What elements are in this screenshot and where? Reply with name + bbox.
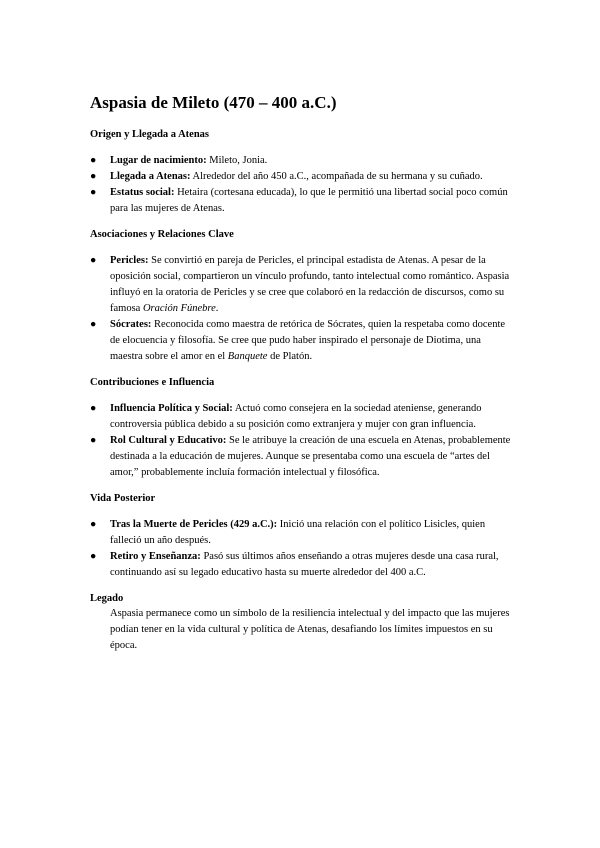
list-item bbox=[90, 549, 516, 581]
list-item bbox=[90, 517, 516, 549]
bullet-list bbox=[90, 401, 516, 481]
bullet-icon: ● bbox=[90, 155, 97, 166]
bullet-icon: ● bbox=[90, 403, 97, 414]
section-heading: Asociaciones y Relaciones Clave bbox=[90, 229, 234, 240]
legacy-paragraph: Aspasia permanece como un símbolo de la resiliencia intelectual y del impacto que las mujeres podían tener en la vida cultural y política de Atenas, desafiando los límites impuestos en su época. bbox=[110, 608, 510, 651]
section-heading: Vida Posterior bbox=[90, 493, 156, 504]
bullet-icon: ● bbox=[90, 255, 97, 266]
section-associations bbox=[90, 228, 516, 365]
item-label: Influencia Política y Social: bbox=[110, 403, 233, 414]
list-item bbox=[90, 433, 516, 481]
document-title: Aspasia de Mileto (470 – 400 a.C.) bbox=[90, 93, 337, 112]
list-item bbox=[90, 169, 516, 185]
list-item bbox=[90, 401, 516, 433]
item-text: Se convirtió en pareja de Pericles, el principal estadista de Atenas. A pesar de la oposición social, compartieron un vínculo profundo, tanto intelectual como romántico. Aspasia influyó en la oratoria de Pericles y se cree que colaboró en la redacción de discursos, como su famosa bbox=[110, 255, 510, 314]
item-text: Alrededor del año 450 a.C., acompañada de su hermana y su cuñado. bbox=[190, 171, 483, 182]
item-label: Llegada a Atenas: bbox=[110, 171, 191, 182]
item-text: Hetaira (cortesana educada), lo que le permitió una libertad social poco común para las mujeres de Atenas. bbox=[110, 187, 508, 214]
item-text: Actuó como consejera en la sociedad ateniense, generando controversia pública debido a su posición como extranjera y mujer con gran influencia. bbox=[110, 403, 482, 430]
section-contributions bbox=[90, 376, 516, 481]
item-text: Inició una relación con el político Lisicles, quien falleció un año después. bbox=[110, 519, 486, 546]
item-label: Pericles: bbox=[110, 255, 149, 266]
section-heading: Contribuciones e Influencia bbox=[90, 377, 215, 388]
bullet-icon: ● bbox=[90, 319, 97, 330]
italic-title: Oración Fúnebre bbox=[142, 303, 216, 314]
item-label: Estatus social: bbox=[110, 187, 175, 198]
section-heading: Origen y Llegada a Atenas bbox=[90, 129, 210, 140]
bullet-icon: ● bbox=[90, 551, 97, 562]
item-text-end: . bbox=[215, 303, 219, 314]
item-label: Lugar de nacimiento: bbox=[110, 155, 207, 166]
bullet-icon: ● bbox=[90, 435, 97, 446]
list-item bbox=[90, 253, 516, 317]
item-label: Retiro y Enseñanza: bbox=[110, 551, 201, 562]
bullet-icon: ● bbox=[90, 187, 97, 198]
section-origin bbox=[90, 128, 516, 217]
item-text-end: de Platón. bbox=[267, 351, 313, 362]
item-text: Mileto, Jonia. bbox=[206, 155, 268, 166]
item-text: Reconocida como maestra de retórica de Sócrates, quien la respetaba como docente de elocuencia y filosofía. Se cree que pudo haber inspirado el personaje de Diotima, una maestra sobre el amor en el bbox=[110, 319, 506, 362]
list-item bbox=[90, 153, 516, 169]
item-label: Rol Cultural y Educativo: bbox=[110, 435, 227, 446]
section-legacy bbox=[90, 592, 516, 654]
bullet-list bbox=[90, 517, 516, 581]
item-label: Sócrates: bbox=[110, 319, 152, 330]
list-item bbox=[90, 317, 516, 365]
section-later-life bbox=[90, 492, 516, 581]
item-text: Pasó sus últimos años enseñando a otras mujeres desde una casa rural, continuando así su legado educativo hasta su muerte alrededor del 400 a.C. bbox=[110, 551, 499, 578]
bullet-list bbox=[90, 153, 516, 217]
bullet-icon: ● bbox=[90, 171, 97, 182]
item-text: Se le atribuye la creación de una escuela en Atenas, probablemente destinada a la educación de mujeres. Aunque se presentaba como una escuela de “artes del amor,” probablemente incluía formación intelectual y filosófica. bbox=[110, 435, 511, 478]
bullet-icon: ● bbox=[90, 519, 97, 530]
document-page bbox=[90, 92, 516, 654]
bullet-list bbox=[90, 253, 516, 365]
item-label: Tras la Muerte de Pericles (429 a.C.): bbox=[110, 519, 278, 530]
list-item bbox=[90, 185, 516, 217]
italic-title: Banquete bbox=[227, 351, 268, 362]
section-heading: Legado bbox=[90, 593, 124, 604]
